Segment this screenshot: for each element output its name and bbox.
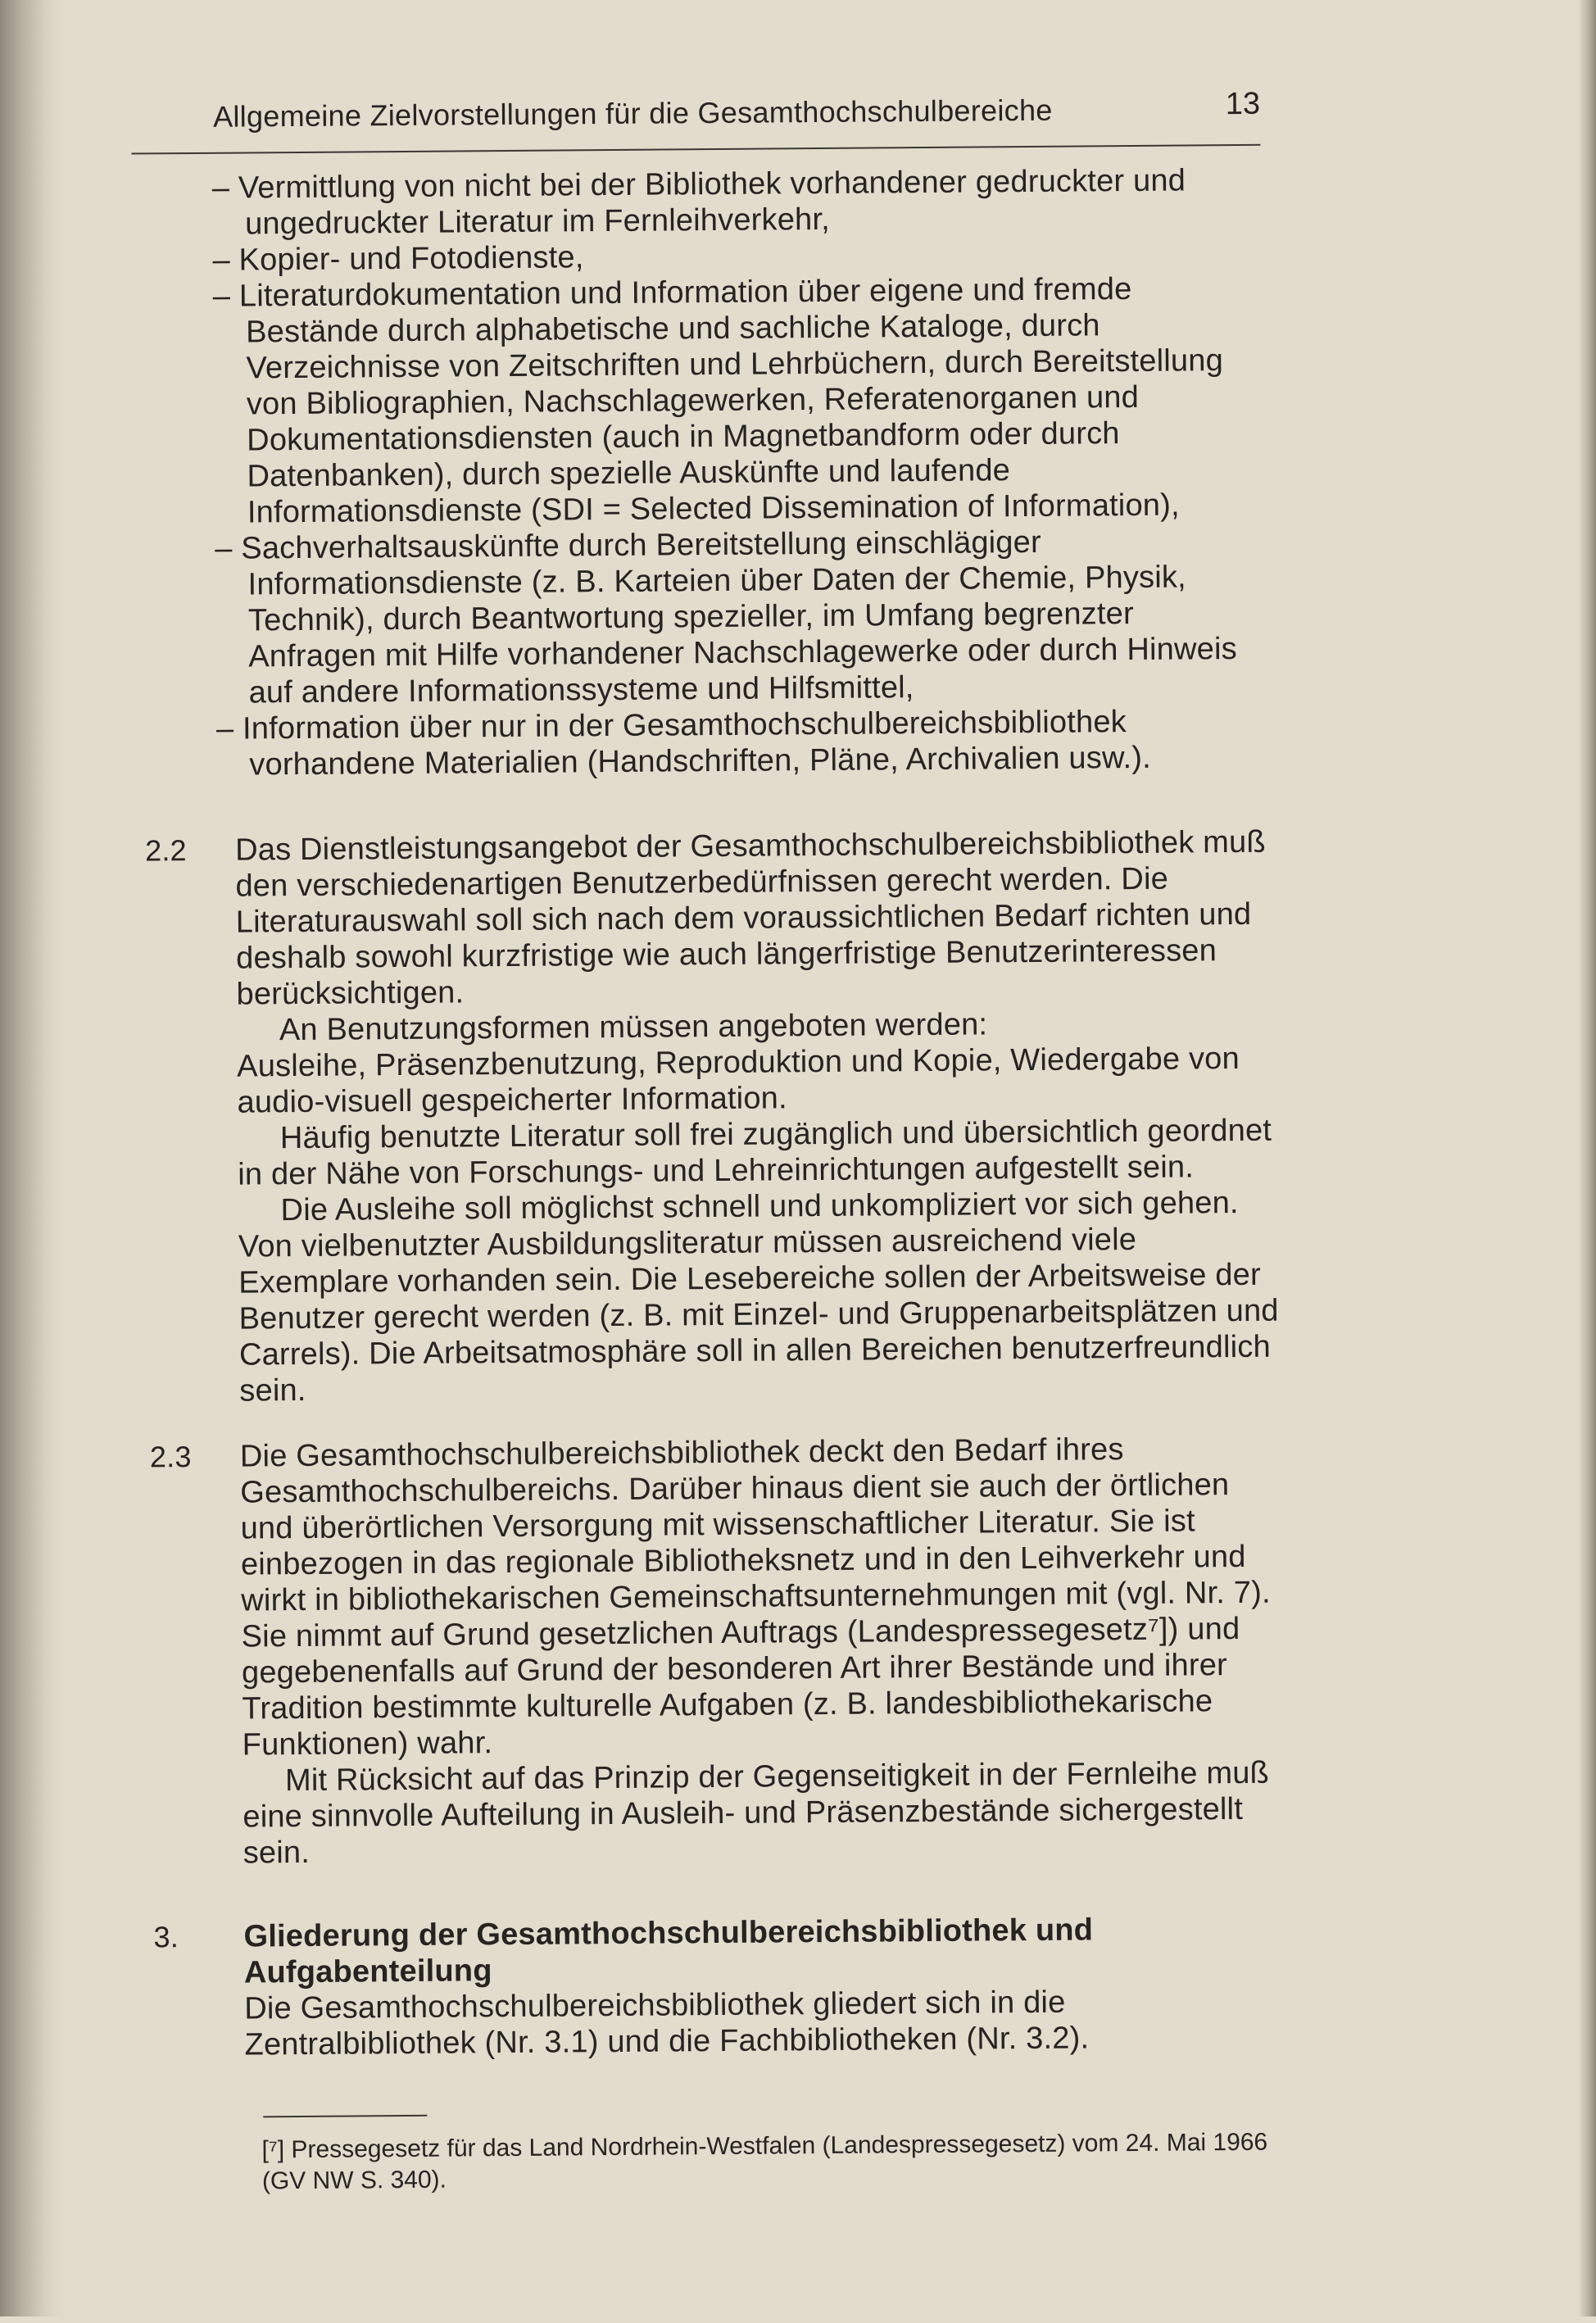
- list-item: – Information über nur in der Gesamthochschulbereichsbibliothek vorhandene Materialien (Handschriften, Pläne, Archivalien usw.).: [215, 705, 1152, 783]
- list-item: – Sachverhaltsauskünfte durch Bereitstellung einschlägiger Informationsdienste (z. B. Karteien über Daten der Chemie, Physik, Technik), durch Beantwortung spezieller, im Umfang begrenzter Anfragen mit Hilfe vorhandener Nachschlagewerke oder durch Hinweis auf andere Informationssysteme und Hilfsmittel,: [215, 524, 1237, 710]
- running-header: [131, 87, 1261, 155]
- service-list: [212, 162, 1249, 783]
- footnote: [⁷] Pressegesetz für das Land Nordrhein-Westfalen (Landespressegesetz) vom 24. Mai 1966 (GV NW S. 340).: [261, 2128, 1268, 2195]
- list-item: – Kopier- und Fotodienste,: [212, 240, 584, 278]
- section-number: 3.: [153, 1920, 179, 1954]
- section-number: 2.3: [149, 1440, 192, 1474]
- paragraph: Das Dienstleistungsangebot der Gesamthochschulbereichsbibliothek muß den verschiedenartigen Benutzerbedürfnissen gerecht werden. Die Literaturauswahl soll sich nach dem voraussichtlichen Bedarf richten und deshalb sowohl kurzfristige wie auch längerfristige Benutzerinteressen berücksichtigen.: [234, 824, 1266, 1012]
- section-2-2: [145, 824, 1280, 1410]
- paragraph: Die Ausleihe soll möglichst schnell und unkompliziert vor sich gehen. Von vielbenutzter Ausbildungsliteratur müssen ausreichend viele Exemplare vorhanden sein. Die Lesebereiche sollen der Arbeitsweise der Benutzer gerecht werden (z. B. mit Einzel- und Gruppenarbeitsplätzen und Carrels). Die Arbeitsatmosphäre soll in allen Bereichen benutzerfreundlich sein.: [238, 1185, 1279, 1409]
- paragraph: Die Gesamthochschulbereichsbibliothek deckt den Bedarf ihres Gesamthochschulbereichs. Darüber hinaus dient sie auch der örtlichen und überörtlichen Versorgung mit wissenschaftlicher Literatur. Sie ist einbezogen in das regionale Bibliotheksnetz und in den Leihverkehr und wirkt in bibliothekarischen Gemeinschaftsunternehmungen mit (vgl. Nr. 7). Sie nimmt auf Grund gesetzlichen Auftrags (Landespressegesetz⁷]) und gegebenenfalls auf Grund der besonderen Art ihrer Bestände und ihrer Tradition bestimmte kulturelle Aufgaben (z. B. landesbibliothekarische Funktionen) wahr.: [239, 1432, 1271, 1763]
- footnote-divider: [263, 2115, 427, 2118]
- paragraph: Mit Rücksicht auf das Prinzip der Gegenseitigkeit in der Fernleihe muß eine sinnvolle Aufteilung in Ausleih- und Präsenzbestände sichergestellt sein.: [243, 1755, 1270, 1871]
- list-item: – Vermittlung von nicht bei der Bibliothek vorhandener gedruckter und ungedruckter Literatur im Fernleihverkehr,: [211, 163, 1186, 242]
- list-item: – Literaturdokumentation und Information über eigene und fremde Bestände durch alphabetische und sachliche Kataloge, durch Verzeichnisse von Zeitschriften und Lehrbüchern, durch Bereitstellung von Bibliographien, Nachschlagewerken, Referatenorganen und Dokumentationsdiensten (auch in Magnetbandform oder durch Datenbanken), durch spezielle Auskünfte und laufende Informationsdienste (SDI = Selected Dissemination of Information),: [212, 271, 1224, 530]
- section-2-3: [150, 1431, 1284, 1872]
- paragraph: Häufig benutzte Literatur soll frei zugänglich und übersichtlich geordnet in der Nähe von Forschungs- und Lehreinrichtungen aufgestellt sein.: [238, 1113, 1272, 1192]
- section-number: 2.2: [144, 833, 187, 868]
- paragraph: Die Gesamthochschulbereichsbibliothek gliedert sich in die Zentralbibliothek (Nr. 3.1) und die Fachbibliotheken (Nr. 3.2).: [244, 1985, 1090, 2062]
- section-heading: Gliederung der Gesamthochschulbereichsbibliothek und Aufgabenteilung: [243, 1912, 1094, 1990]
- section-3: [153, 1911, 1285, 2064]
- paragraph: An Benutzungsformen müssen angeboten werden:: [279, 1007, 988, 1048]
- page-number: 13: [1225, 86, 1261, 122]
- paragraph: Ausleihe, Präsenzbenutzung, Reproduktion und Kopie, Wiedergabe von audio-visuell gespeicherter Information.: [237, 1041, 1240, 1120]
- running-title: Allgemeine Zielvorstellungen für die Gesamthochschulbereiche: [212, 93, 1053, 134]
